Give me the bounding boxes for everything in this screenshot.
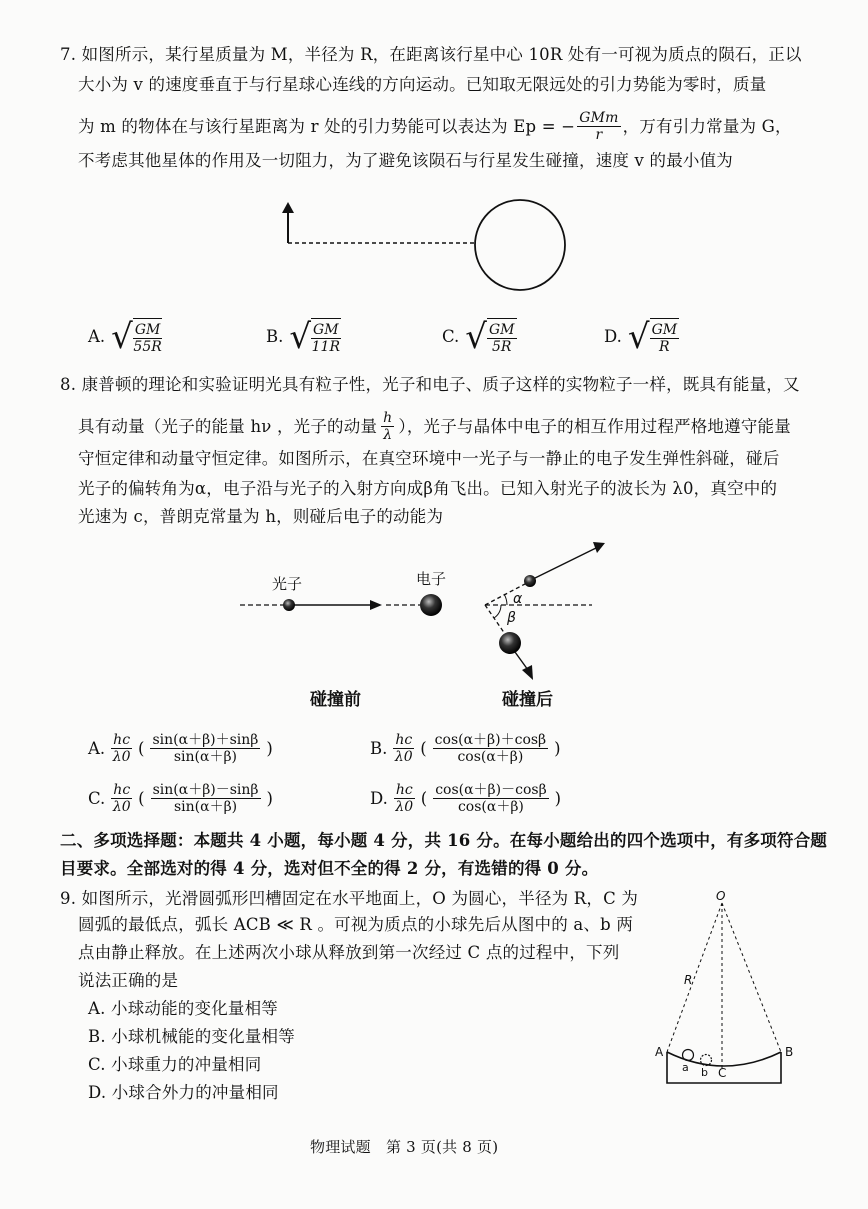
q7-option-d-label: D. bbox=[604, 327, 622, 346]
q7-ep-den: r bbox=[595, 127, 603, 143]
page-footer: 物理试题 第 3 页(共 8 页) bbox=[310, 1138, 499, 1156]
q9-label-b-ball: b bbox=[701, 1066, 708, 1079]
q8-option-c-label: C. bbox=[88, 788, 106, 808]
q7-option-a-label: A. bbox=[88, 327, 106, 346]
q8-option-d-pre-num: hc bbox=[395, 782, 413, 798]
q7-option-b-label: B. bbox=[266, 327, 284, 346]
q7-option-a-sqrt: √ $\frac{GM}{55R}$ bbox=[111, 317, 162, 357]
q8-option-b-label: B. bbox=[370, 738, 388, 758]
q8-before-label: 碰撞前 bbox=[310, 690, 361, 710]
q7-option-a-num: GM bbox=[134, 322, 161, 338]
section2-header-line-1: 二、多项选择题：本题共 4 小题，每小题 4 分，共 16 分。在每小题给出的四个选项中，有多项符合题 bbox=[60, 831, 828, 850]
q8-option-c: C. $\frac{hc}{\lambda 0}$ ( $\frac{\sin(\alpha+\beta)-\sin\beta}{\sin(\alpha+\beta)}$ ) bbox=[88, 782, 273, 815]
q9-line-2: 圆弧的最低点，弧长 ACB ≪ R 。可视为质点的小球先后从图中的 a、b 两 bbox=[78, 915, 634, 934]
q8-option-d-label: D. bbox=[370, 788, 388, 808]
q9-label-a-point: A bbox=[655, 1045, 664, 1059]
q8-option-d: D. $\frac{hc}{\lambda 0}$ ( $\frac{\cos(\alpha+\beta)-\cos\beta}{\cos(\alpha+\beta)}$ ) bbox=[370, 782, 562, 815]
q9-label-b-point: B bbox=[785, 1045, 794, 1059]
q8-option-c-pre-num: hc bbox=[113, 782, 131, 798]
q8-after-label: 碰撞后 bbox=[502, 690, 553, 710]
q8-option-a-pre-num: hc bbox=[113, 732, 131, 748]
q8-option-a-num: sin(α＋β)＋sinβ bbox=[152, 732, 259, 748]
q7-option-c-label: C. bbox=[442, 327, 460, 346]
q9-label-o: O bbox=[716, 889, 726, 903]
q9-ball-a bbox=[683, 1050, 694, 1061]
q7-option-b-num: GM bbox=[313, 322, 339, 338]
q7-option-d-sqrt: √ $\frac{GM}{R}$ bbox=[627, 317, 678, 357]
q9-label-r: R bbox=[684, 973, 693, 987]
q8-line-3: 守恒定律和动量守恒定律。如图所示，在真空环境中一光子与一静止的电子发生弹性斜碰，碰后 bbox=[78, 449, 780, 468]
q7-option-b-sqrt: √ $\frac{GM}{11R}$ bbox=[289, 317, 340, 357]
q7-option-b-den: 11R bbox=[311, 339, 340, 355]
q9-line-4: 说法正确的是 bbox=[78, 971, 179, 990]
q7-option-c-den: 5R bbox=[492, 339, 512, 355]
q8-option-d-num: cos(α＋β)－cosβ bbox=[435, 782, 547, 798]
q8-option-a: A. $\frac{hc}{\lambda 0}$ ( $\frac{\sin(\alpha+\beta)+\sin\beta}{\sin(\alpha+\beta)}$ ) bbox=[88, 732, 273, 765]
q9-option-a: A. 小球动能的变化量相等 bbox=[88, 999, 279, 1018]
section2-header-line-2: 目要求。全部选对的得 4 分，选对但不全的得 2 分，有选错的得 0 分。 bbox=[60, 859, 599, 878]
q8-option-b-num: cos(α＋β)＋cosβ bbox=[434, 732, 547, 748]
q8-option-d-pre-den: λ0 bbox=[395, 799, 414, 815]
q9-radius-line-b bbox=[722, 903, 781, 1052]
q8-option-c-den: sin(α＋β) bbox=[173, 799, 238, 815]
q7-option-d-den: R bbox=[659, 339, 670, 355]
q9-option-c: C. 小球重力的冲量相同 bbox=[88, 1055, 262, 1074]
q9-option-d: D. 小球合外力的冲量相同 bbox=[88, 1083, 279, 1102]
q8-alpha-label: α bbox=[513, 591, 523, 607]
q7-line-2: 大小为 v 的速度垂直于与行星球心连线的方向运动。已知取无限远处的引力势能为零时，质量 bbox=[78, 75, 767, 94]
q7-ep-num: GMm bbox=[579, 110, 619, 126]
q7-option-c-num: GM bbox=[488, 322, 515, 338]
q8-option-c-num: sin(α＋β)－sinβ bbox=[152, 782, 259, 798]
q7-line-3-tail: ，万有引力常量为 G， bbox=[622, 116, 792, 136]
q7-option-a-den: 55R bbox=[133, 339, 162, 355]
q8-line-2-tail: ），光子与晶体中电子的相互作用过程严格地遵守能量 bbox=[398, 416, 791, 436]
q8-photon-label: 光子 bbox=[272, 575, 303, 593]
q9-line-3: 点由静止释放。在上述两次小球从释放到第一次经过 C 点的过程中，下列 bbox=[78, 943, 620, 962]
q8-option-a-label: A. bbox=[88, 738, 106, 758]
q8-p-num: h bbox=[383, 410, 393, 426]
q7-option-d-num: GM bbox=[651, 322, 678, 338]
q8-electron-label: 电子 bbox=[416, 570, 447, 588]
q7-line-4: 不考虑其他星体的作用及一切阻力，为了避免该陨石与行星发生碰撞，速度 v 的最小值为 bbox=[78, 151, 734, 170]
q7-line-1: 7. 如图所示，某行星质量为 M，半径为 R，在距离该行星中心 10R 处有一可视为质点的陨石，正以 bbox=[60, 45, 802, 64]
q8-beta-label: β bbox=[507, 610, 516, 626]
q8-line-1: 8. 康普顿的理论和实验证明光具有粒子性，光子和电子、质子这样的实物粒子一样，既具有能量，又 bbox=[60, 375, 800, 394]
q8-option-c-pre-den: λ0 bbox=[112, 799, 131, 815]
q8-option-a-den: sin(α＋β) bbox=[173, 749, 238, 765]
q9-label-a-ball: a bbox=[682, 1061, 689, 1074]
q8-option-b: B. $\frac{hc}{\lambda 0}$ ( $\frac{\cos(\alpha+\beta)+\cos\beta}{\cos(\alpha+\beta)}$ ) bbox=[370, 732, 561, 765]
q8-p-den: λ bbox=[383, 427, 393, 443]
q7-option-c-sqrt: √ $\frac{GM}{5R}$ bbox=[465, 317, 515, 357]
q9-label-c: C bbox=[718, 1066, 727, 1080]
q8-option-b-pre-num: hc bbox=[395, 732, 413, 748]
q9-option-b: B. 小球机械能的变化量相等 bbox=[88, 1027, 295, 1046]
q8-line-5: 光速为 c，普朗克常量为 h，则碰后电子的动能为 bbox=[78, 507, 444, 526]
q8-option-b-pre-den: λ0 bbox=[394, 749, 413, 765]
q8-option-b-den: cos(α＋β) bbox=[457, 749, 524, 765]
q9-line-1: 9. 如图所示，光滑圆弧形凹槽固定在水平地面上，O 为圆心，半径为 R，C 为 bbox=[60, 889, 639, 908]
q8-line-2-text: 具有动量（光子的能量 hν ，光子的动量 bbox=[78, 416, 378, 436]
q8-option-d-den: cos(α＋β) bbox=[457, 799, 524, 815]
q8-option-a-pre-den: λ0 bbox=[112, 749, 131, 765]
q8-line-4: 光子的偏转角为α，电子沿与光子的入射方向成β角飞出。已知入射光子的波长为 λ0，真空中的 bbox=[78, 479, 778, 498]
q7-line-3-text: 为 m 的物体在与该行星距离为 r 处的引力势能可以表达为 Ep = − bbox=[78, 116, 576, 136]
q9-radius-line-a bbox=[667, 903, 722, 1052]
